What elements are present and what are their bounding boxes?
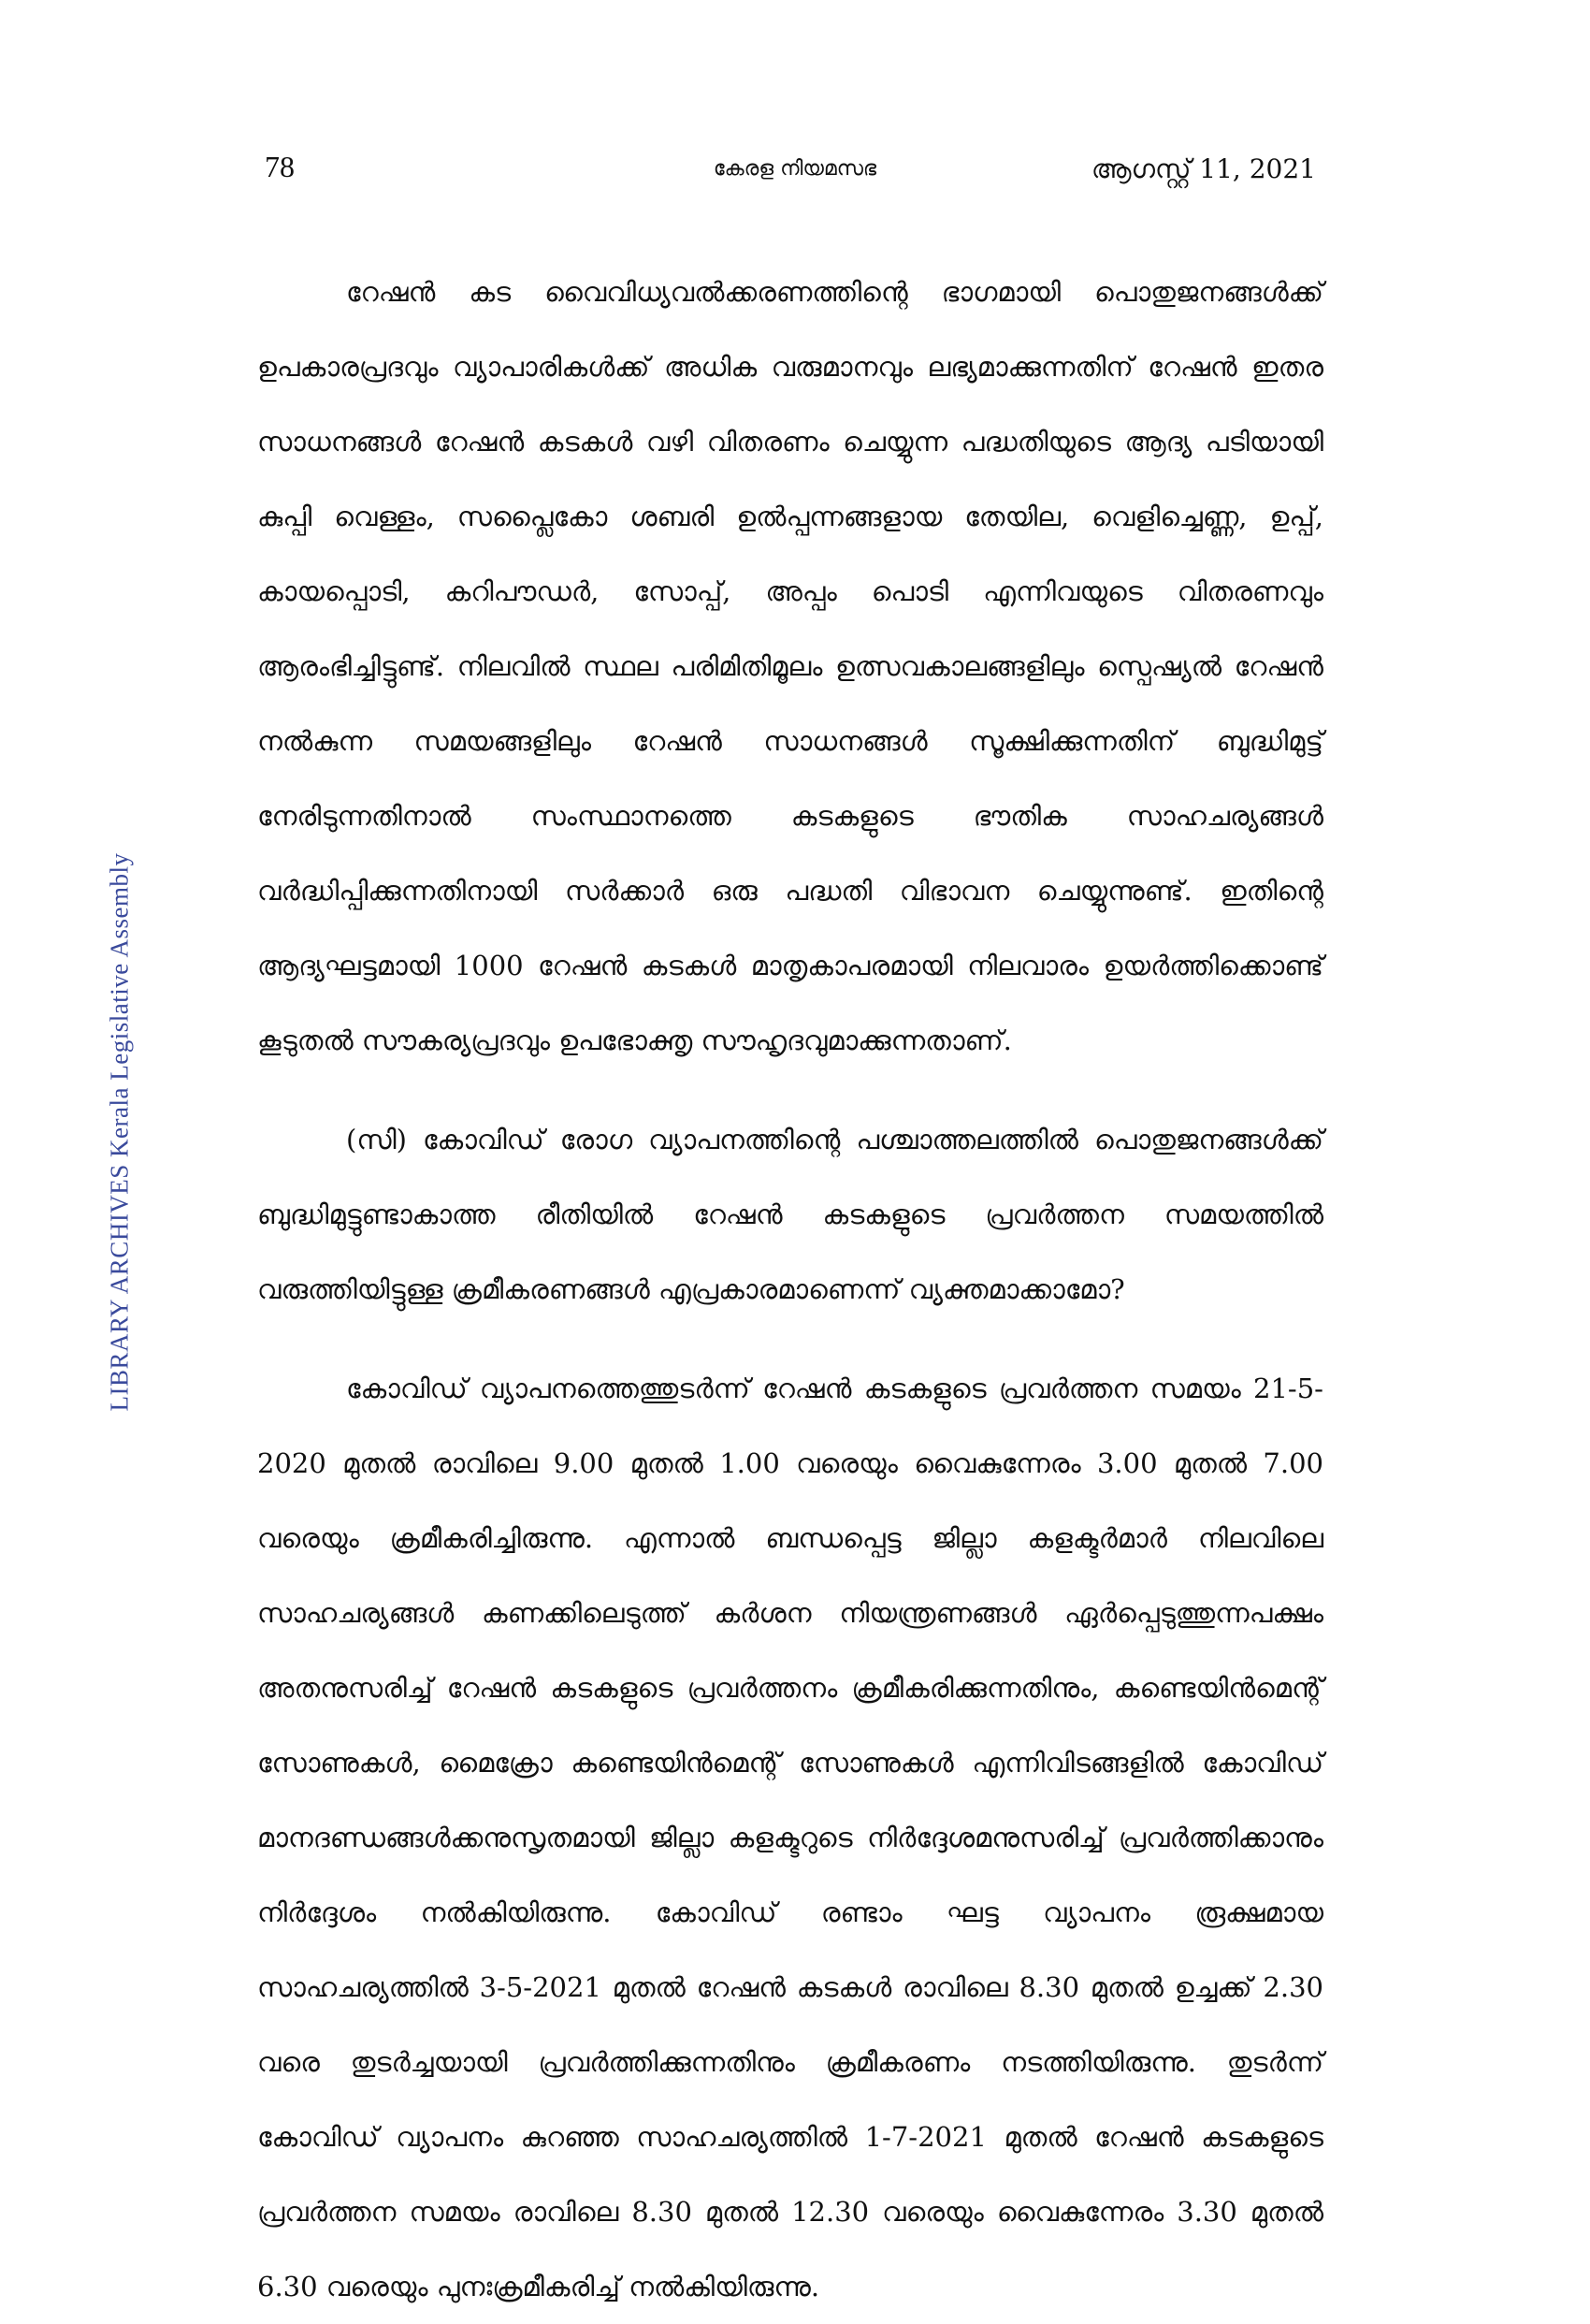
document-body: [257, 254, 1323, 2324]
header-date: ആഗസ്റ്റ് 11, 2021: [1091, 153, 1316, 184]
watermark-text: LIBRARY ARCHIVES Kerala Legislative Assembly: [105, 852, 134, 1412]
paragraph-ration-shop-diversification: റേഷൻ കട വൈവിധ്യവൽക്കരണത്തിന്റെ ഭാഗമായി പൊതുജനങ്ങൾക്ക് ഉപകാരപ്രദവും വ്യാപാരികൾക്ക് അധിക വരുമാനവും ലഭ്യമാക്കുന്നതിന് റേഷൻ ഇതര സാധനങ്ങൾ റേഷൻ കടകൾ വഴി വിതരണം ചെയ്യുന്ന പദ്ധതിയുടെ ആദ്യ പടിയായി കുപ്പി വെള്ളം, സപ്ലൈകോ ശബരി ഉൽപ്പന്നങ്ങളായ തേയില, വെളിച്ചെണ്ണ, ഉപ്പ്, കായപ്പൊടി, കറിപൗഡർ, സോപ്പ്, അപ്പം പൊടി എന്നിവയുടെ വിതരണവും ആരംഭിച്ചിട്ടുണ്ട്. നിലവിൽ സ്ഥല പരിമിതിമൂലം ഉത്സവകാലങ്ങളിലും സ്പെഷ്യൽ റേഷൻ നൽകുന്ന സമയങ്ങളിലും റേഷൻ സാധനങ്ങൾ സൂക്ഷിക്കുന്നതിന് ബുദ്ധിമുട്ട് നേരിടുന്നതിനാൽ സംസ്ഥാനത്തെ കടകളുടെ ഭൗതിക സാഹചര്യങ്ങൾ വർദ്ധിപ്പിക്കുന്നതിനായി സർക്കാർ ഒരു പദ്ധതി വിഭാവന ചെയ്യുന്നുണ്ട്. ഇതിന്റെ ആദ്യഘട്ടമായി 1000 റേഷൻ കടകൾ മാതൃകാപരമായി നിലവാരം ഉയർത്തിക്കൊണ്ട് കൂടുതൽ സൗകര്യപ്രദവും ഉപഭോക്തൃ സൗഹൃദവുമാക്കുന്നതാണ്.: [257, 276, 1323, 1056]
paragraph-covid-timings-answer: കോവിഡ് വ്യാപനത്തെത്തുടർന്ന് റേഷൻ കടകളുടെ പ്രവർത്തന സമയം 21-5-2020 മുതൽ രാവിലെ 9.00 മുതൽ 1.00 വരെയും വൈകുന്നേരം 3.00 മുതൽ 7.00 വരെയും ക്രമീകരിച്ചിരുന്നു. എന്നാൽ ബന്ധപ്പെട്ട ജില്ലാ കളക്ടർമാർ നിലവിലെ സാഹചര്യങ്ങൾ കണക്കിലെടുത്ത് കർശന നിയന്ത്രണങ്ങൾ ഏർപ്പെടുത്തുന്നപക്ഷം അതനുസരിച്ച് റേഷൻ കടകളുടെ പ്രവർത്തനം ക്രമീകരിക്കുന്നതിനും, കണ്ടെയിൻമെന്റ് സോണുകൾ, മൈക്രോ കണ്ടെയിൻമെന്റ് സോണുകൾ എന്നിവിടങ്ങളിൽ കോവിഡ് മാനദണ്ഡങ്ങൾക്കനുസൃതമായി ജില്ലാ കളക്ടറുടെ നിർദ്ദേശമനുസരിച്ച് പ്രവർത്തിക്കാനും നിർദ്ദേശം നൽകിയിരുന്നു. കോവിഡ് രണ്ടാം ഘട്ട വ്യാപനം രൂക്ഷമായ സാഹചര്യത്തിൽ 3-5-2021 മുതൽ റേഷൻ കടകൾ രാവിലെ 8.30 മുതൽ ഉച്ചക്ക് 2.30 വരെ തുടർച്ചയായി പ്രവർത്തിക്കുന്നതിനും ക്രമീകരണം നടത്തിയിരുന്നു. തുടർന്ന് കോവിഡ് വ്യാപനം കുറഞ്ഞ സാഹചര്യത്തിൽ 1-7-2021 മുതൽ റേഷൻ കടകളുടെ പ്രവർത്തന സമയം രാവിലെ 8.30 മുതൽ 12.30 വരെയും വൈകുന്നേരം 3.30 മുതൽ 6.30 വരെയും പുനഃക്രമീകരിച്ച് നൽകിയിരുന്നു.: [257, 1373, 1323, 2302]
page-number: 78: [265, 150, 295, 183]
running-head-title: കേരള നിയമസഭ: [713, 157, 877, 181]
paragraph-question-c: (സി) കോവിഡ് രോഗ വ്യാപനത്തിന്റെ പശ്ചാത്തലത്തിൽ പൊതുജനങ്ങൾക്ക് ബുദ്ധിമുട്ടുണ്ടാകാത്ത രീതിയിൽ റേഷൻ കടകളുടെ പ്രവർത്തന സമയത്തിൽ വരുത്തിയിട്ടുള്ള ക്രമീകരണങ്ങൾ എപ്രകാരമാണെന്ന് വ്യക്തമാക്കാമോ?: [257, 1124, 1323, 1305]
